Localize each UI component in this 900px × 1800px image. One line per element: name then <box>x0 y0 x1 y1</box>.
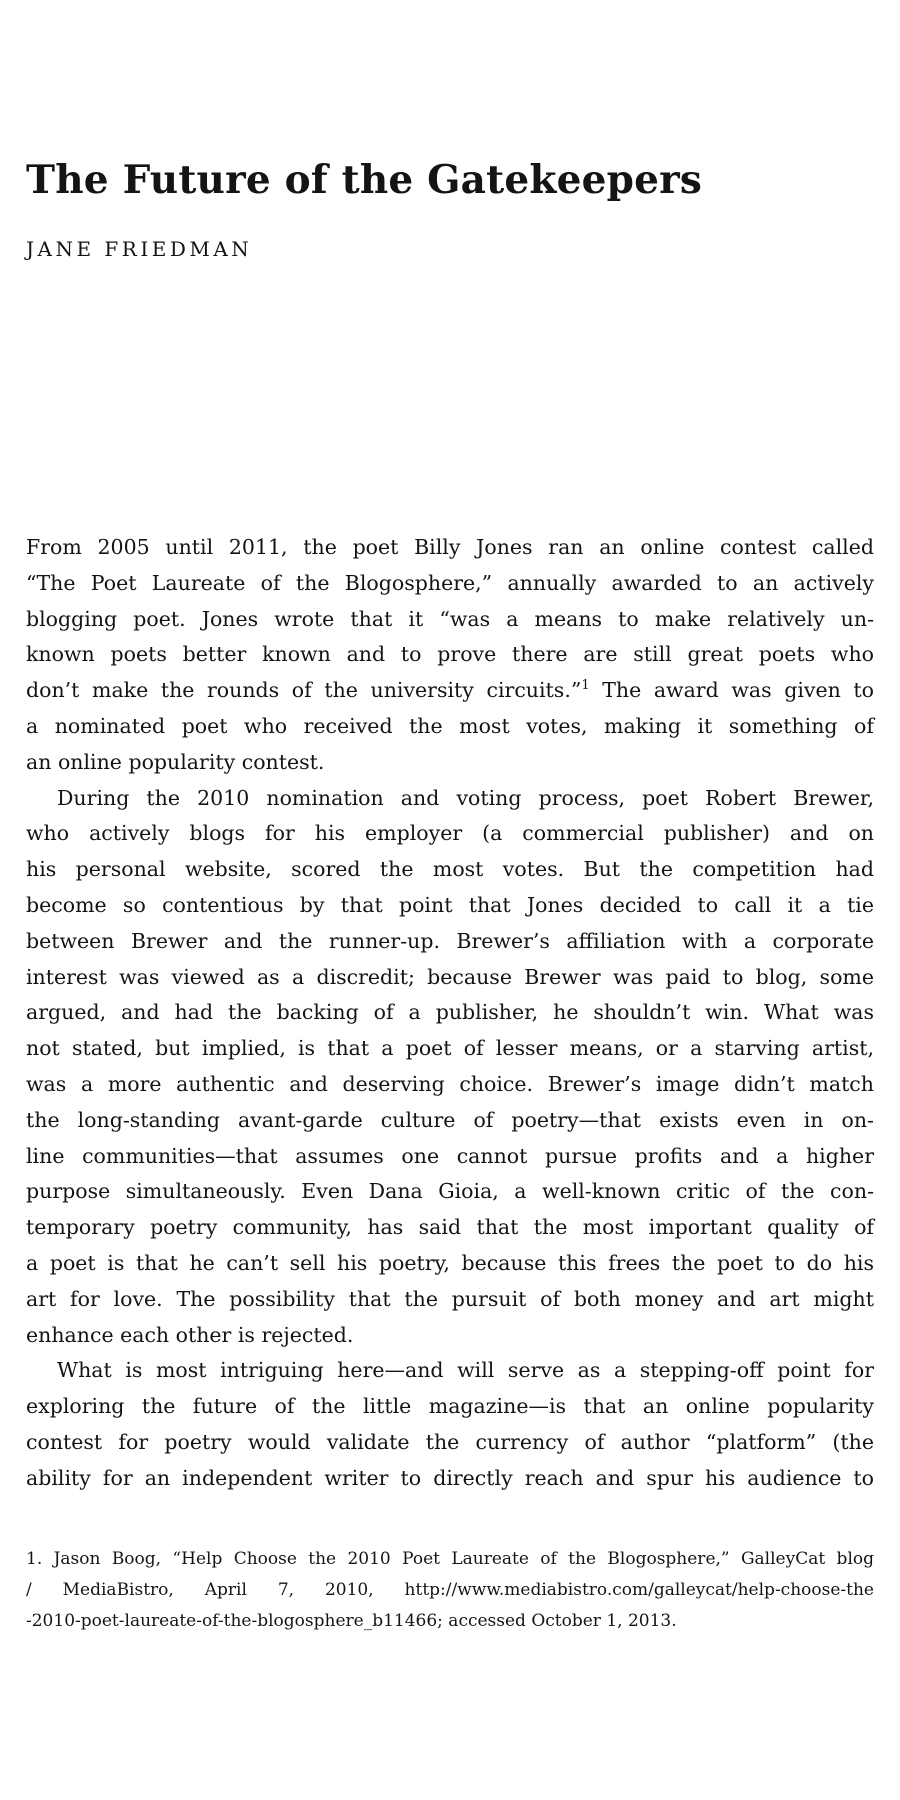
text-segment: The award was given to <box>589 678 875 703</box>
body-text <box>26 530 874 1497</box>
text-line: “The Poet Laureate of the Blogosphere,” annually awarded to an actively <box>26 570 874 595</box>
text-line: who actively blogs for his employer (a commercial publisher) and on <box>26 821 874 846</box>
text-line: become so contentious by that point that Jones decided to call it a tie <box>26 892 874 917</box>
text-line: contest for poetry would validate the currency of author “platform” (the <box>26 1429 874 1454</box>
text-line: art for love. The possibility that the pursuit of both money and art might <box>26 1286 874 1311</box>
text-line: From 2005 until 2011, the poet Billy Jones ran an online contest called <box>26 535 874 559</box>
text-line: not stated, but implied, is that a poet of lesser means, or a starving artist, <box>26 1036 874 1061</box>
text-line: ability for an independent writer to directly reach and spur his audience to <box>26 1465 874 1490</box>
text-line: line communities—that assumes one cannot pursue profits and a higher <box>26 1143 874 1168</box>
text-line: exploring the future of the little magazine—is that an online popularity <box>26 1394 874 1419</box>
text-line: blogging poet. Jones wrote that it “was a means to make relatively un- <box>26 606 874 631</box>
footnote-line: / MediaBistro, April 7, 2010, http://www.mediabistro.com/galleycat/help-choose-the <box>26 1580 874 1600</box>
footnotes <box>26 1544 874 1637</box>
text-line: temporary poetry community, has said that the most important quality of <box>26 1215 874 1240</box>
text-line: argued, and had the backing of a publisher, he shouldn’t win. What was <box>26 1000 874 1025</box>
text-line: known poets better known and to prove there are still great poets who <box>26 642 874 667</box>
author-name: JANE FRIEDMAN <box>26 237 253 261</box>
text-line: the long-standing avant-garde culture of poetry—that exists even in on- <box>26 1107 874 1132</box>
text-line: his personal website, scored the most votes. But the competition had <box>26 857 874 882</box>
text-line: a nominated poet who received the most votes, making it something of <box>26 713 874 738</box>
paragraph-3 <box>26 1353 874 1496</box>
text-line: enhance each other is rejected. <box>26 1322 354 1347</box>
footnote-reference[interactable]: 1 <box>581 678 590 694</box>
text-line: interest was viewed as a discredit; because Brewer was paid to blog, some <box>26 964 874 989</box>
paragraph-2 <box>26 781 874 1354</box>
footnote-line: -2010-poet-laureate-of-the-blogosphere_b11466; accessed October 1, 2013. <box>26 1611 677 1631</box>
footnote-line: 1. Jason Boog, “Help Choose the 2010 Poet Laureate of the Blogosphere,” GalleyCat blog <box>26 1549 874 1569</box>
text-line: purpose simultaneously. Even Dana Gioia, a well-known critic of the con- <box>26 1179 874 1204</box>
text-line: During the 2010 nomination and voting process, poet Robert Brewer, <box>57 785 874 810</box>
text-line: What is most intriguing here—and will serve as a stepping-off point for <box>57 1358 874 1383</box>
book-page <box>26 0 874 1800</box>
paragraph-1 <box>26 530 874 781</box>
text-line-with-footnote <box>26 673 874 709</box>
text-segment: don’t make the rounds of the university circuits.” <box>26 678 582 703</box>
text-line: between Brewer and the runner-up. Brewer’s affiliation with a corporate <box>26 928 874 953</box>
chapter-title: The Future of the Gatekeepers <box>26 157 702 203</box>
text-line: a poet is that he can’t sell his poetry, because this frees the poet to do his <box>26 1250 874 1275</box>
text-line: an online popularity contest. <box>26 749 325 774</box>
text-line: was a more authentic and deserving choice. Brewer’s image didn’t match <box>26 1071 874 1096</box>
